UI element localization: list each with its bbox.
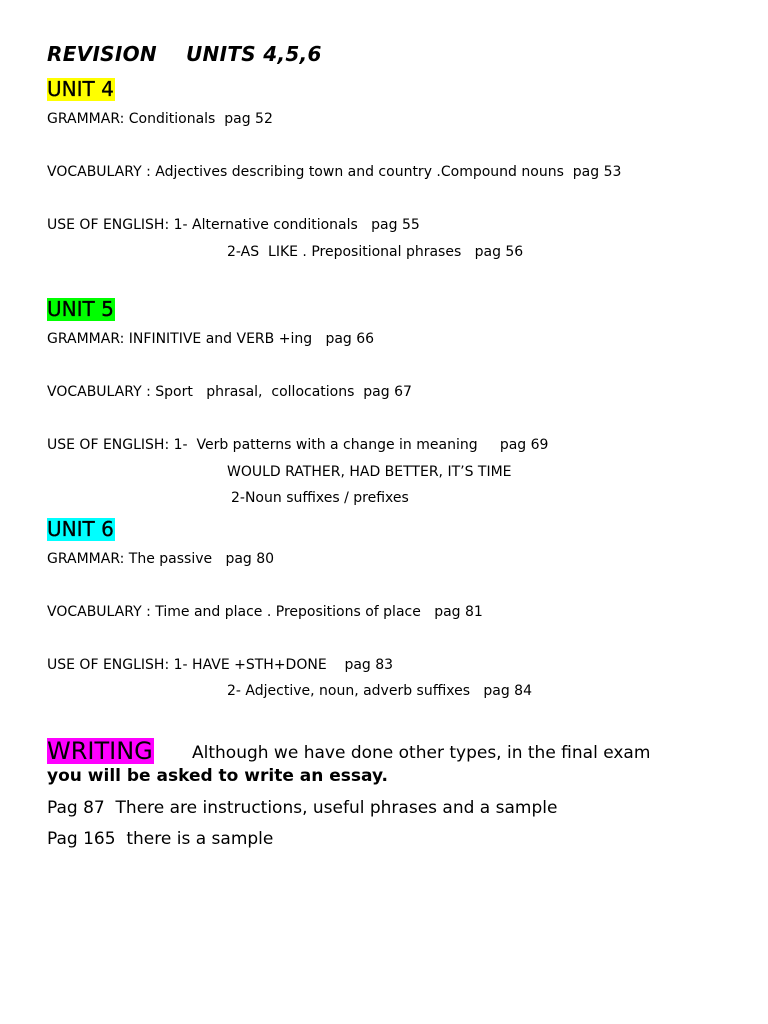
unit6-use-of-english-2: 2- Adjective, noun, adverb suffixes pag 84 xyxy=(227,683,532,699)
writing-pag87-line: Pag 87 There are instructions, useful phrases and a sample xyxy=(47,798,558,818)
unit4-use-of-english-1: USE OF ENGLISH: 1- Alternative conditionals pag 55 xyxy=(47,217,420,233)
unit5-use-of-english-1: USE OF ENGLISH: 1- Verb patterns with a change in meaning pag 69 xyxy=(47,437,549,453)
unit4-vocabulary: VOCABULARY : Adjectives describing town and country .Compound nouns pag 53 xyxy=(47,164,622,180)
unit6-vocabulary: VOCABULARY : Time and place . Prepositions of place pag 81 xyxy=(47,604,483,620)
unit6-grammar: GRAMMAR: The passive pag 80 xyxy=(47,551,275,567)
revision-title: REVISION UNITS 4,5,6 xyxy=(47,42,322,66)
writing-essay-line: you will be asked to write an essay. xyxy=(47,766,388,786)
writing-pag165-line: Pag 165 there is a sample xyxy=(47,829,274,849)
unit4-heading: UNIT 4 xyxy=(47,77,114,101)
writing-intro: Although we have done other types, in the final exam xyxy=(192,743,651,763)
writing-heading: WRITING xyxy=(47,737,153,765)
unit5-use-of-english-3: 2-Noun suffixes / prefixes xyxy=(231,490,409,506)
unit6-heading: UNIT 6 xyxy=(47,517,114,541)
unit5-grammar: GRAMMAR: INFINITIVE and VERB +ing pag 66 xyxy=(47,331,375,347)
unit5-heading: UNIT 5 xyxy=(47,297,114,321)
unit4-use-of-english-2: 2-AS LIKE . Prepositional phrases pag 56 xyxy=(227,244,524,260)
unit5-vocabulary: VOCABULARY : Sport phrasal, collocations pag 67 xyxy=(47,384,412,400)
unit5-use-of-english-2: WOULD RATHER, HAD BETTER, IT’S TIME xyxy=(227,464,512,480)
unit4-grammar: GRAMMAR: Conditionals pag 52 xyxy=(47,111,273,127)
unit6-use-of-english-1: USE OF ENGLISH: 1- HAVE +STH+DONE pag 83 xyxy=(47,657,394,673)
